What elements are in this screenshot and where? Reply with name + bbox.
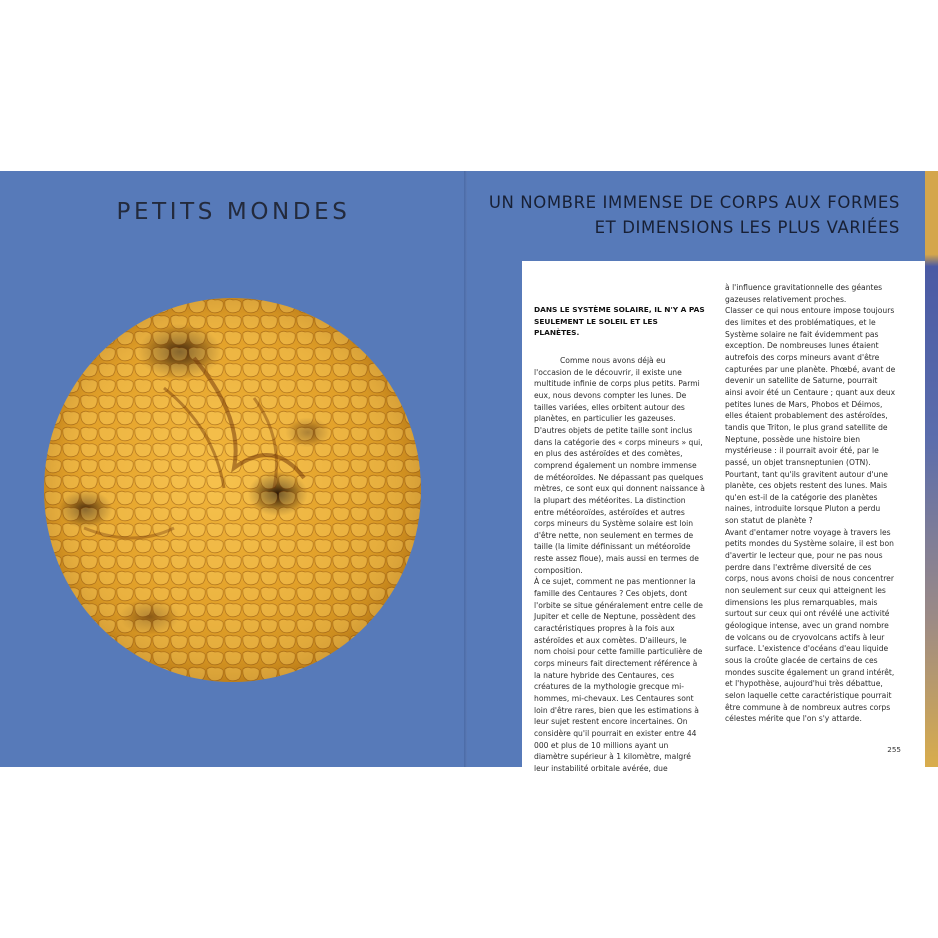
body-paragraph: à l'influence gravitationnelle des géantes gazeuses relativement proches. — [725, 283, 883, 304]
lead-paragraph: DANS LE SYSTÈME SOLAIRE, IL N'Y A PAS SEULEMENT LE SOLEIL ET LES PLANÈTES. — [534, 305, 705, 338]
right-page-title: UN NOMBRE IMMENSE DE CORPS AUX FORMES ET DIMENSIONS LES PLUS VARIÉES — [488, 193, 900, 237]
text-panel — [522, 261, 925, 773]
text-column-2 — [725, 282, 896, 725]
left-page — [0, 171, 467, 767]
body-paragraph: Comme nous avons déjà eu l'occasion de le découvrir, il existe une multitude infinie de corps plus petits. Parmi eux, nous devons compter les lunes. De tailles variées, elles orbitent autour des planètes, en particulier les gazeuses. — [534, 355, 700, 424]
text-column-1 — [534, 304, 705, 775]
page-number: 255 — [887, 745, 901, 754]
page-edge-strip — [925, 171, 938, 767]
body-paragraph: Avant d'entamer notre voyage à travers les petits mondes du Système solaire, il est bon d'avertir le lecteur que, pour ne pas nous perdre dans l'extrême diversité de ces corps, nous avons choisi de nous concentrer non seulement sur ceux qui atteignent les dimensions les plus remarquables, mais surtout sur ceux qui ont révélé une activité géologique intense, avec un grand nombre de volcans ou de cryovolcans actifs à leur surface. L'existence d'océans d'eau liquide sous la croûte glacée de certains de ces mondes suscite également un grand intérêt, et l'hypothèse, aujourd'hui très débattue, selon laquelle cette caractéristique pourrait être commune à de nombreux autres corps célestes mérite que l'on s'y attarde. — [725, 527, 895, 724]
body-paragraph: À ce sujet, comment ne pas mentionner la famille des Centaures ? Ces objets, dont l'orbite se situe généralement entre celle de Jupiter et celle de Neptune, possèdent des caractéristiques propres à la fois aux astéroïdes et aux comètes. D'ailleurs, le nom choisi pour cette famille particulière de corps mineurs fait directement référence à la nature hybride des Centaures, ces créatures de la mythologie grecque mi-hommes, mi-chevaux. Les Centaures sont loin d'être rares, bien que les estimations à leur sujet restent encore incertaines. On considère qu'il pourrait en exister entre 44 000 et plus de 10 millions ayant un diamètre supérieur à 1 kilomètre, malgré leur instabilité orbitale avérée, due — [534, 577, 703, 773]
body-paragraph: Classer ce qui nous entoure impose toujours des limites et des problématiques, et le Système solaire ne fait évidemment pas exception. De nombreuses lunes étaient autrefois des corps mineurs avant d'être capturées par une planète. Phœbé, avant de devenir un satellite de Saturne, pourrait ainsi avoir été un Centaure ; quant aux deux petites lunes de Mars, Phobos et Déimos, elles étaient probablement des astéroïdes, tandis que Triton, le plus grand satellite de Neptune, possède une histoire bien mystérieuse : il pourrait avoir été, par le passé, un objet transneptunien (OTN). Pourtant, tant qu'ils gravitent autour d'une planète, ces objets restent des lunes. Mais qu'en est-il de la catégorie des planètes naines, introduite lorsque Pluton a perdu son statut de planète ? — [725, 306, 896, 526]
left-page-title: PETITS MONDES — [116, 199, 351, 225]
sun-surface-photo — [44, 298, 421, 682]
granulation-texture — [44, 298, 421, 682]
book-spread — [0, 171, 938, 773]
body-paragraph: D'autres objets de petite taille sont inclus dans la catégorie des « corps mineurs » qui, en plus des astéroïdes et des comètes, comprend également un nombre immense de météoroïdes. Ne dépassant pas quelques mètres, ce sont eux qui donnent naissance à la plupart des météorites. La distinction entre météoroïdes, astéroïdes et autres corps mineurs du Système solaire est loin d'être nette, non seulement en termes de taille (la limite définissant un météoroïde reste assez floue), mais aussi en termes de composition. — [534, 425, 705, 575]
